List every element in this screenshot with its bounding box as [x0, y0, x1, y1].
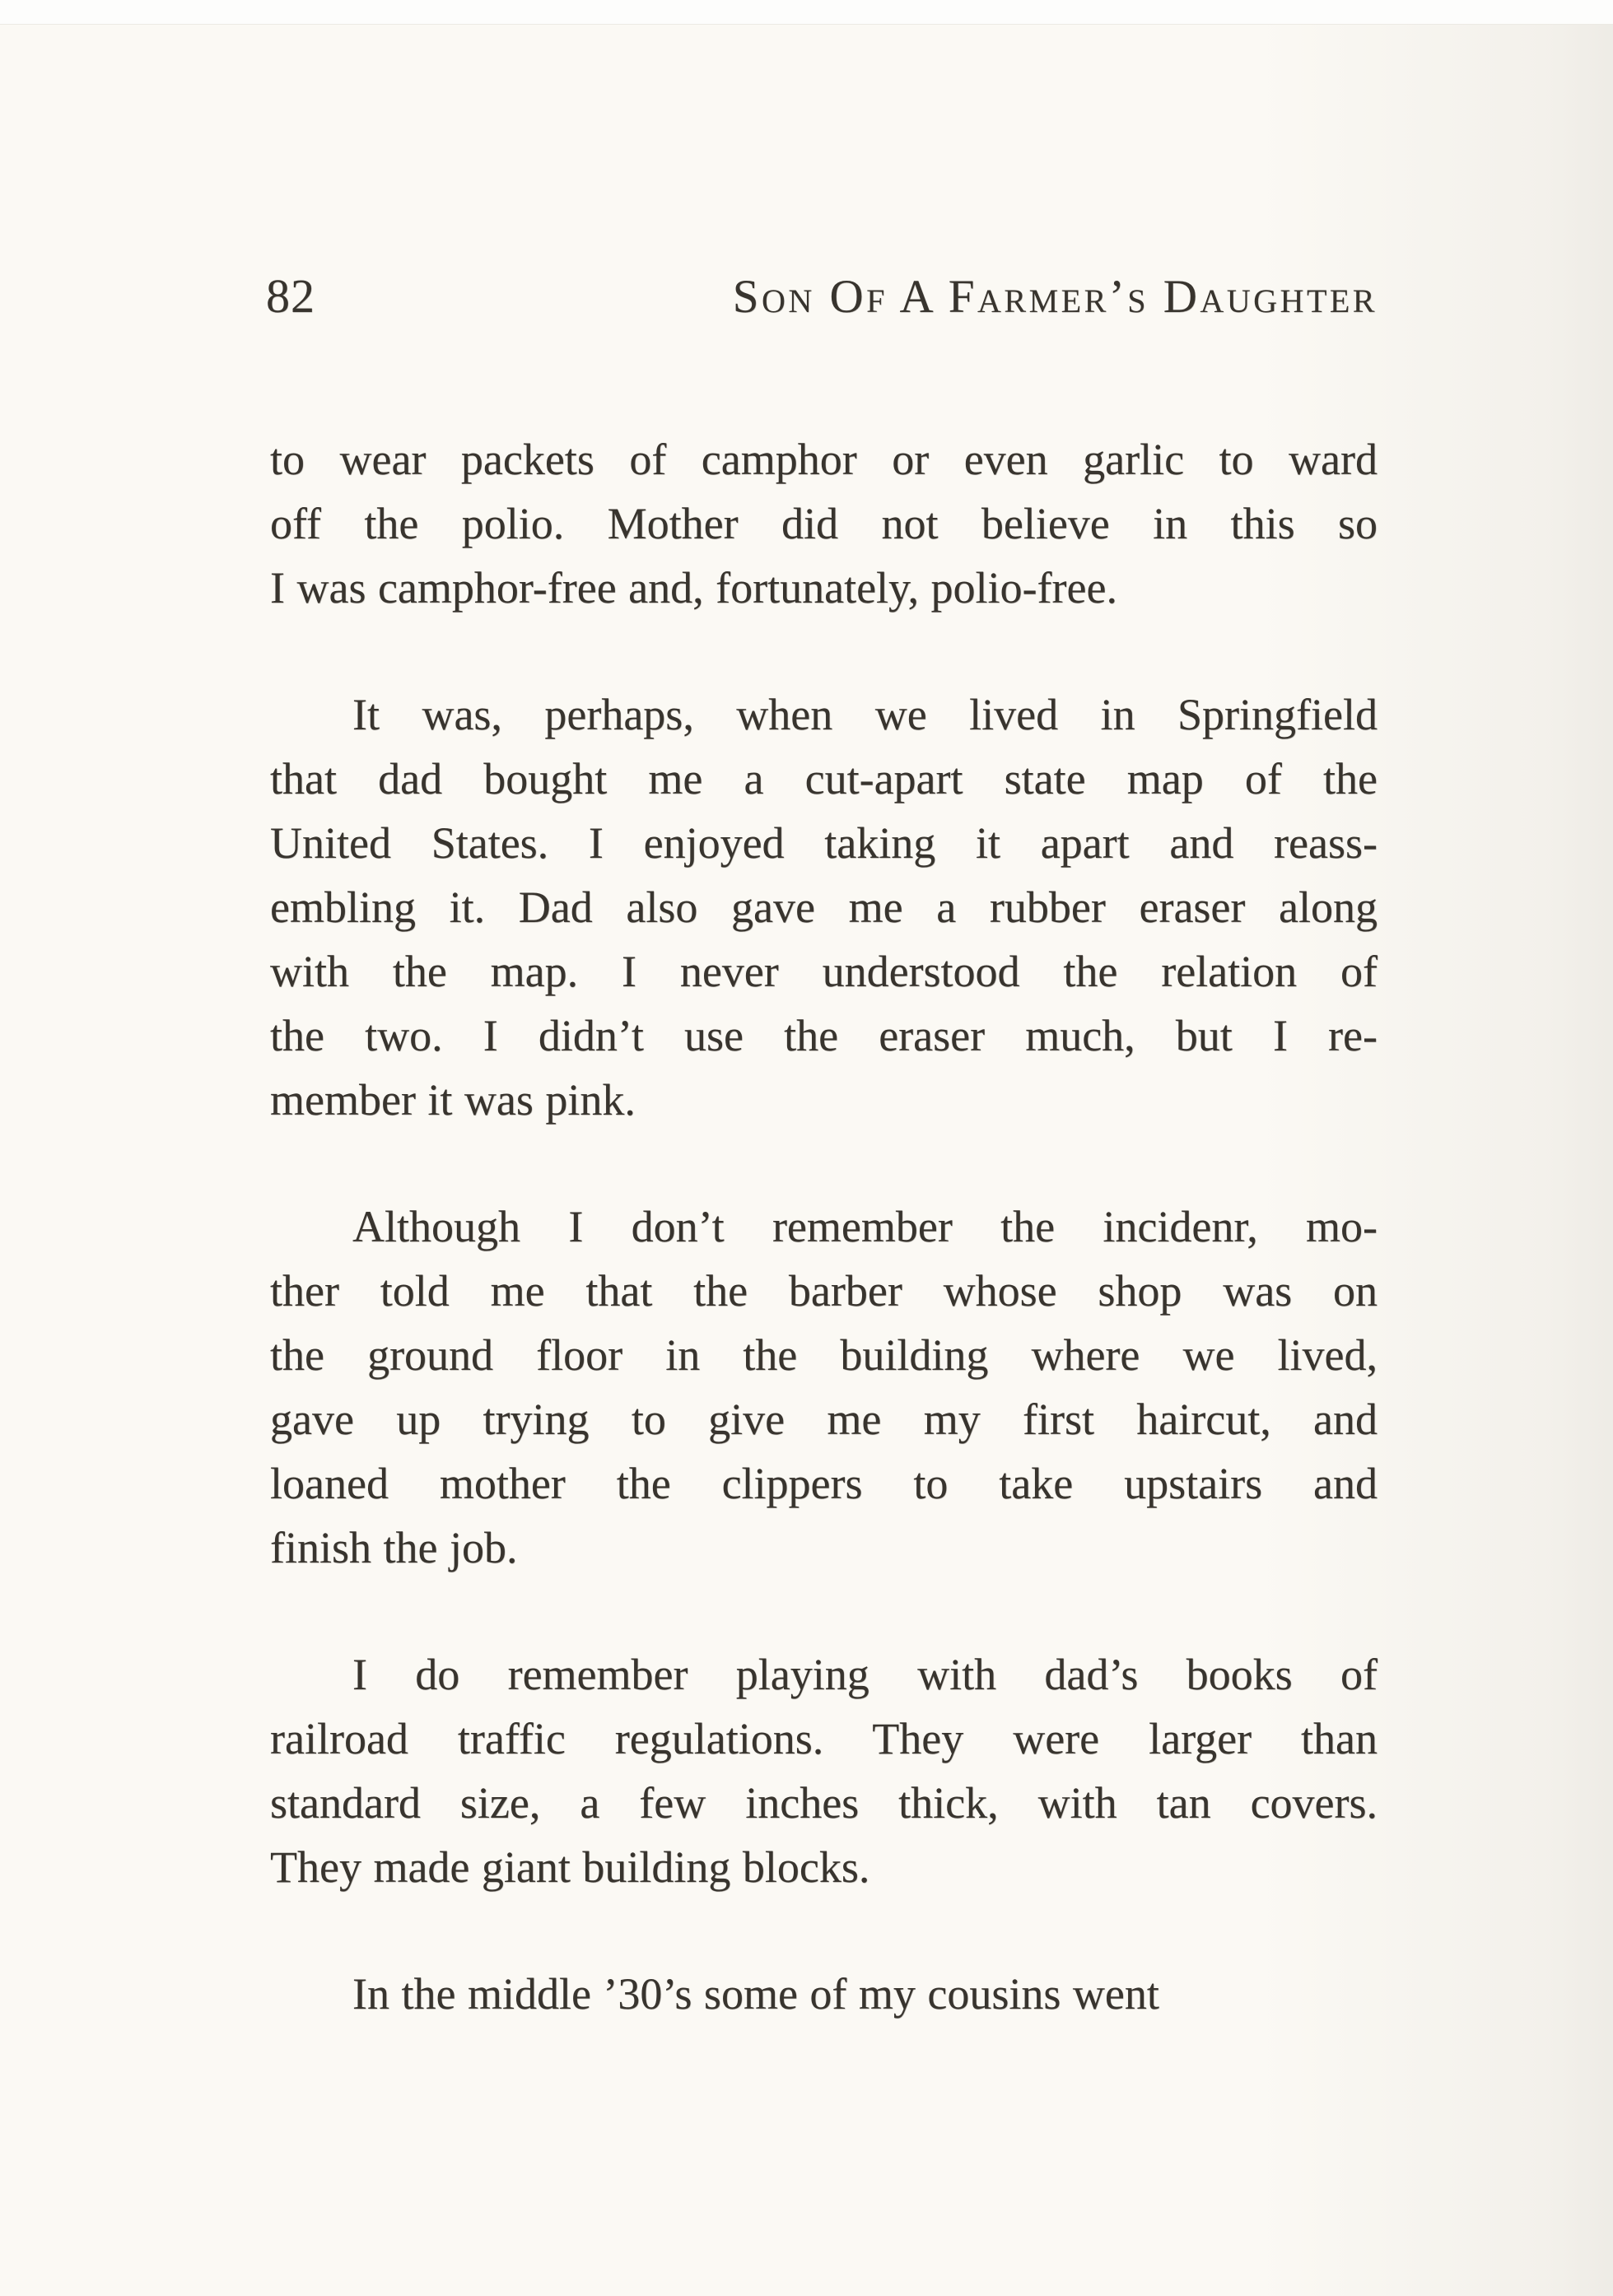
- body-text-line: It was, perhaps, when we lived in Springfield: [352, 690, 1378, 739]
- body-text-line: They made giant building blocks.: [270, 1842, 870, 1892]
- body-text-line: United States. I enjoyed taking it apart and reass-: [270, 818, 1378, 868]
- body-text-line: railroad traffic regulations. They were larger than: [270, 1714, 1378, 1763]
- body-text-line: finish the job.: [270, 1523, 518, 1572]
- body-text-line: the two. I didn’t use the eraser much, but I re-: [270, 1011, 1378, 1060]
- body-text-line: Although I don’t remember the incidenr, mo-: [352, 1202, 1378, 1251]
- page-number: 82: [266, 269, 315, 323]
- body-text-line: off the polio. Mother did not believe in this so: [270, 499, 1378, 548]
- paragraph: [270, 682, 1378, 1132]
- running-title: Son Of A Farmer’s Daughter: [732, 271, 1378, 323]
- body-text-line: I was camphor-free and, fortunately, polio-free.: [270, 563, 1117, 612]
- page-header: [266, 270, 1378, 324]
- body-text-line: embling it. Dad also gave me a rubber eraser along: [270, 883, 1378, 932]
- paragraph: [270, 427, 1378, 620]
- paragraph: [270, 1962, 1378, 2026]
- body-text-line: the ground floor in the building where we lived,: [270, 1330, 1378, 1380]
- body-text-line: standard size, a few inches thick, with tan covers.: [270, 1778, 1378, 1828]
- paragraph: [270, 1195, 1378, 1580]
- body-text-line: gave up trying to give me my first haircut, and: [270, 1395, 1378, 1444]
- paragraph: [270, 1642, 1378, 1899]
- body-text-line: loaned mother the clippers to take upstairs and: [270, 1459, 1378, 1508]
- body-text-line: In the middle ’30’s some of my cousins went: [352, 1969, 1159, 2019]
- body-text-line: to wear packets of camphor or even garlic to ward: [270, 435, 1378, 484]
- body-text-line: with the map. I never understood the relation of: [270, 947, 1378, 996]
- body-text-line: that dad bought me a cut-apart state map of the: [270, 754, 1378, 803]
- body-text-line: ther told me that the barber whose shop was on: [270, 1266, 1378, 1316]
- body-text-line: I do remember playing with dad’s books of: [352, 1650, 1378, 1699]
- body-text-line: member it was pink.: [270, 1075, 636, 1125]
- page-body-text: [270, 427, 1378, 2026]
- scan-edge: [0, 0, 1613, 25]
